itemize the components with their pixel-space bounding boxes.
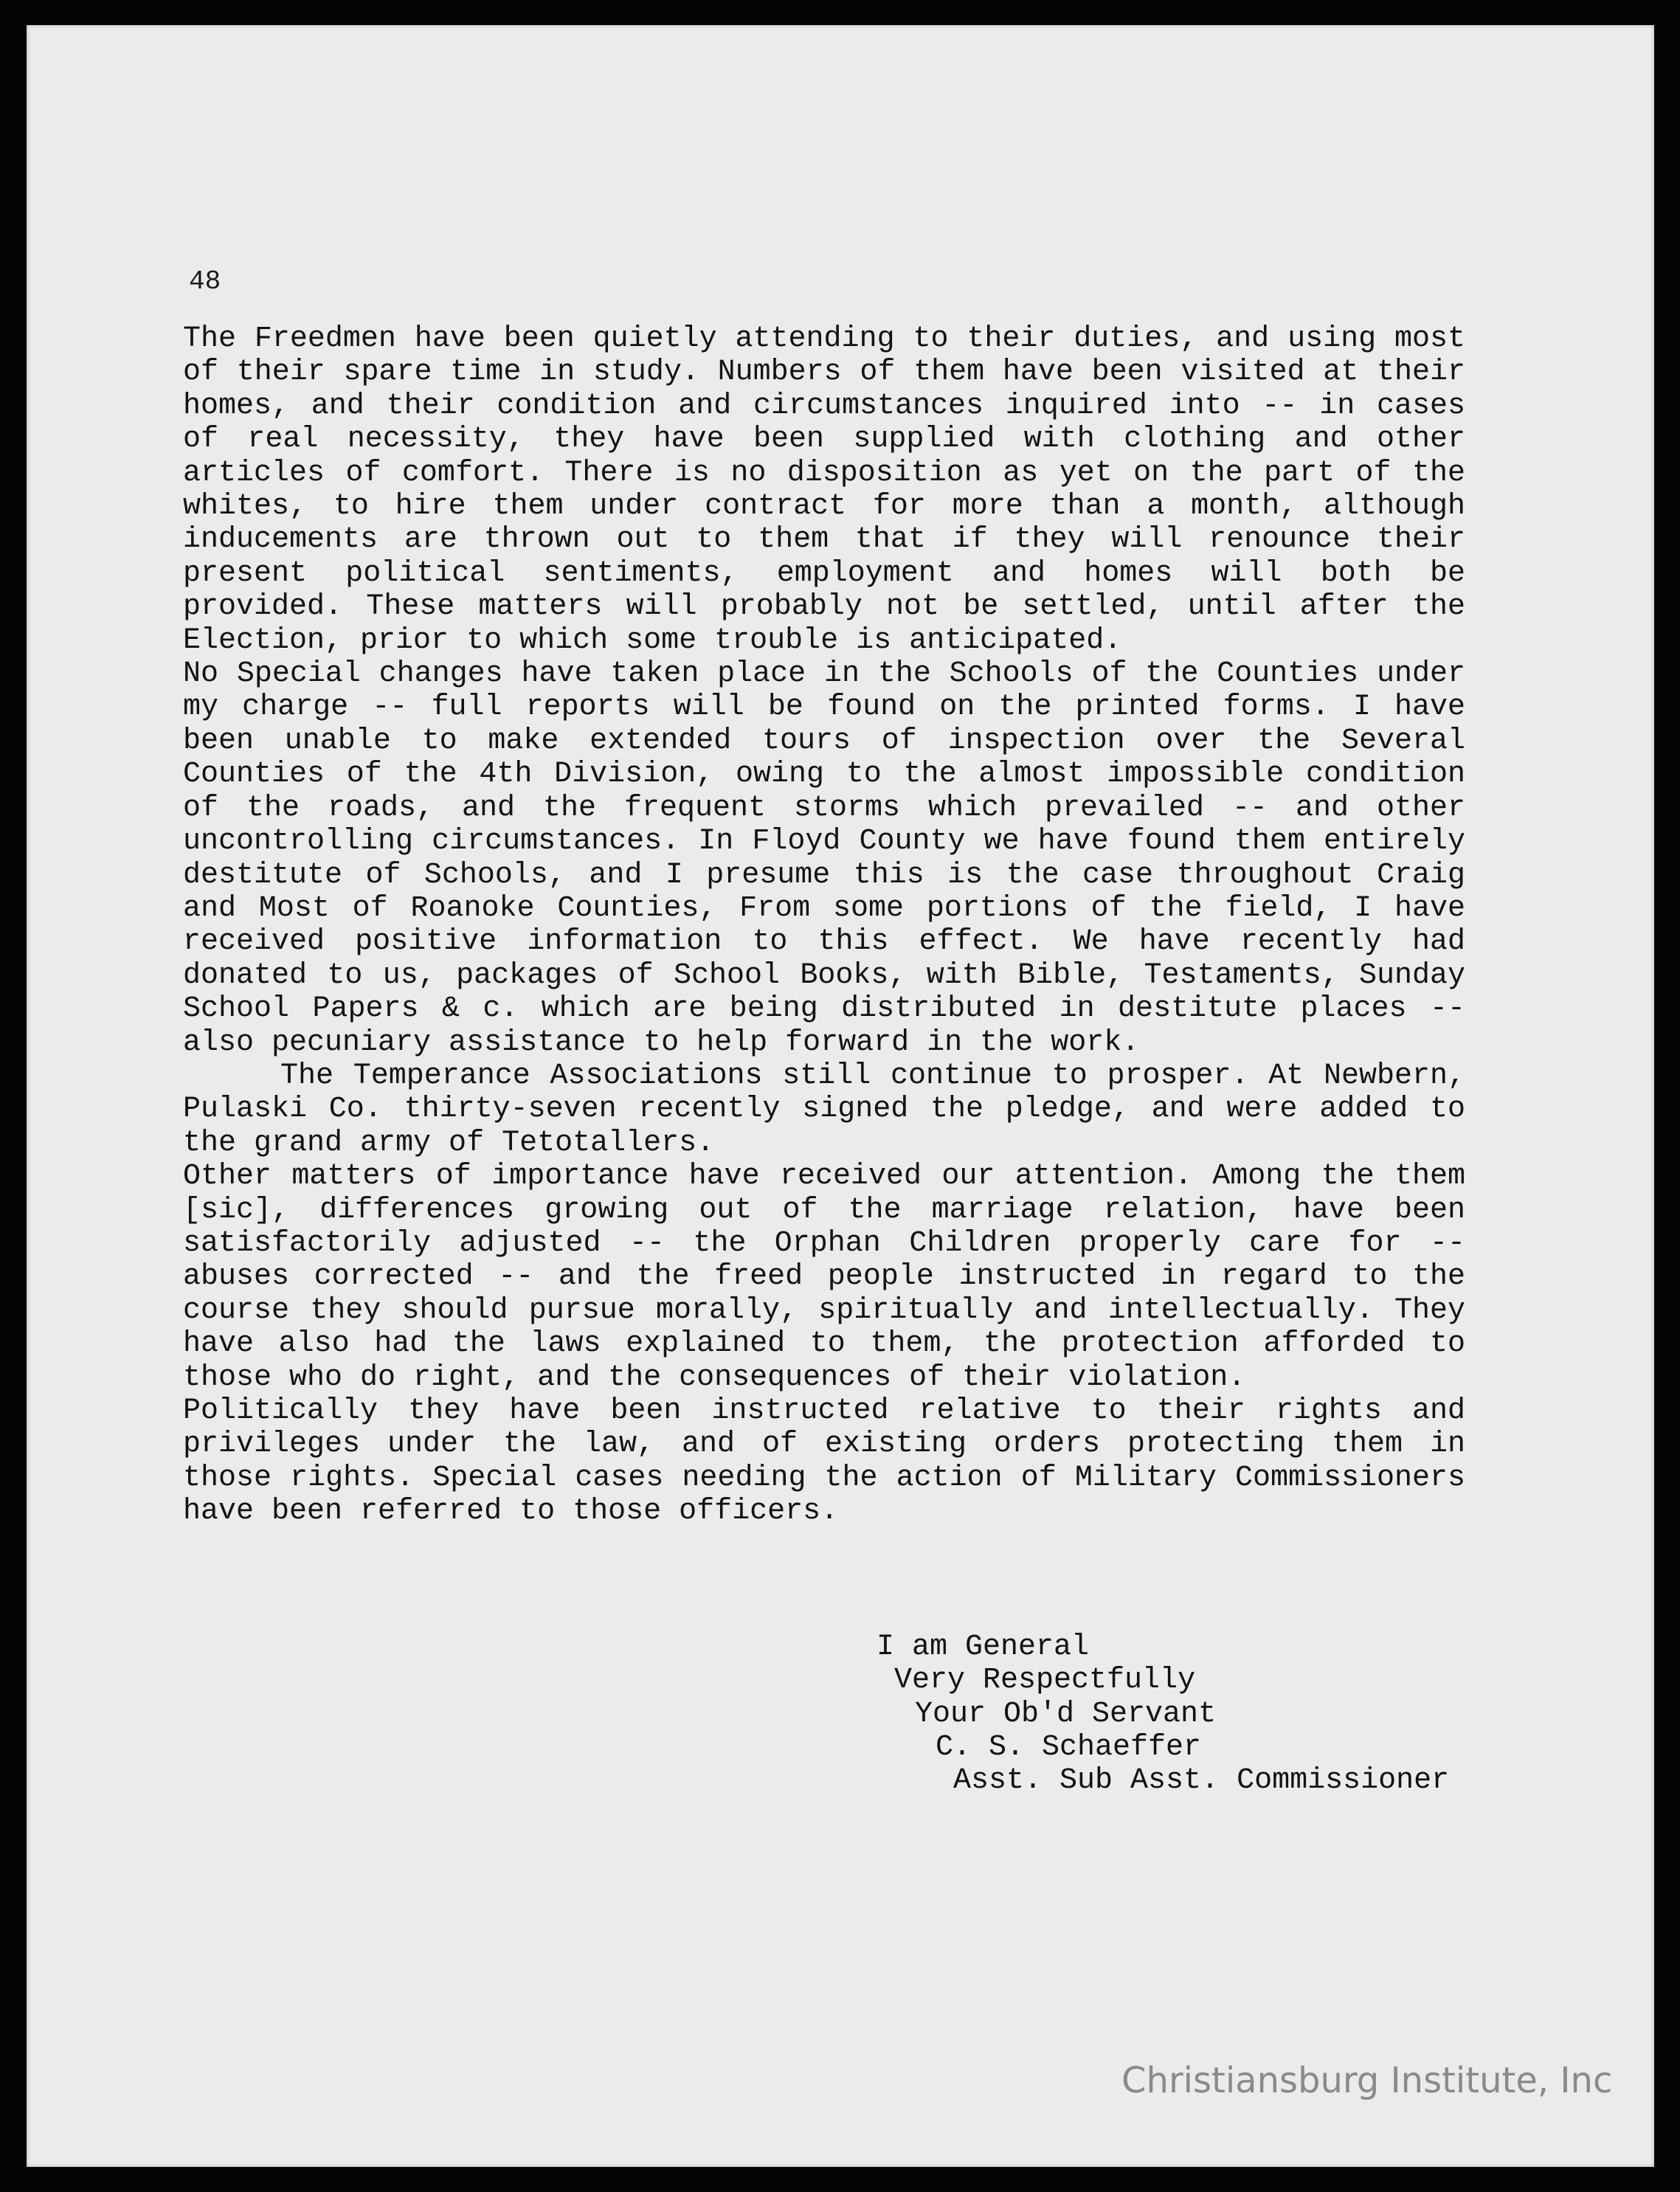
paragraph-other-matters: Other matters of importance have received our attention. Among the them [sic], differences growing out of the marriage relation, have been satisfactorily adjusted -- the Orphan Children properly care for -- abuses corrected -- and the freed people instructed in regard to the course they should pursue morally, spiritually and intellectually. They have also had the laws explained to them, the protection afforded to those who do right, and the consequences of their violation.: [183, 1160, 1465, 1394]
closing-salutation: I am General: [877, 1631, 1090, 1664]
page-number: 48: [189, 266, 221, 297]
paragraph-temperance: The Temperance Associations still continue to prosper. At Newbern, Pulaski Co. thirty-seven recently signed the pledge, and were added to the grand army of Tetotallers.: [183, 1059, 1465, 1160]
signature-name: C. S. Schaeffer: [936, 1731, 1202, 1764]
closing-servant: Your Ob'd Servant: [915, 1698, 1217, 1731]
paragraph-schools: No Special changes have taken place in the Schools of the Counties under my charge -- full reports will be found on the printed forms. I have been unable to make extended tours of inspection over the Several Counties of the 4th Division, owing to the almost impossible condition of the roads, and the frequent storms which prevailed -- and other uncontrolling circumstances. In Floyd County we have found them entirely destitute of Schools, and I presume this is the case throughout Craig and Most of Roanoke Counties, From some portions of the field, I have received positive information to this effect. We have recently had donated to us, packages of School Books, with Bible, Testaments, Sunday School Papers & c. which are being distributed in destitute places -- also pecuniary assistance to help forward in the work.: [183, 657, 1465, 1059]
signature-title: Asst. Sub Asst. Commissioner: [953, 1764, 1450, 1797]
closing-respectfully: Very Respectfully: [894, 1664, 1196, 1697]
archive-watermark: Christiansburg Institute, Inc: [1121, 2060, 1613, 2101]
paragraph-political-instruction: Politically they have been instructed relative to their rights and privileges under the law, and of existing orders protecting them in those rights. Special cases needing the action of Military Commissioners have been referred to those officers.: [183, 1394, 1465, 1529]
paragraph-freedmen-duties: The Freedmen have been quietly attending to their duties, and using most of their spare time in study. Numbers of them have been visited at their homes, and their condition and circumstances inquired into -- in cases of real necessity, they have been supplied with clothing and other articles of comfort. There is no disposition as yet on the part of the whites, to hire them under contract for more than a month, although inducements are thrown out to them that if they will renounce their present political sentiments, employment and homes will both be provided. These matters will probably not be settled, until after the Election, prior to which some trouble is anticipated.: [183, 322, 1465, 657]
letter-body: [183, 322, 1465, 1529]
